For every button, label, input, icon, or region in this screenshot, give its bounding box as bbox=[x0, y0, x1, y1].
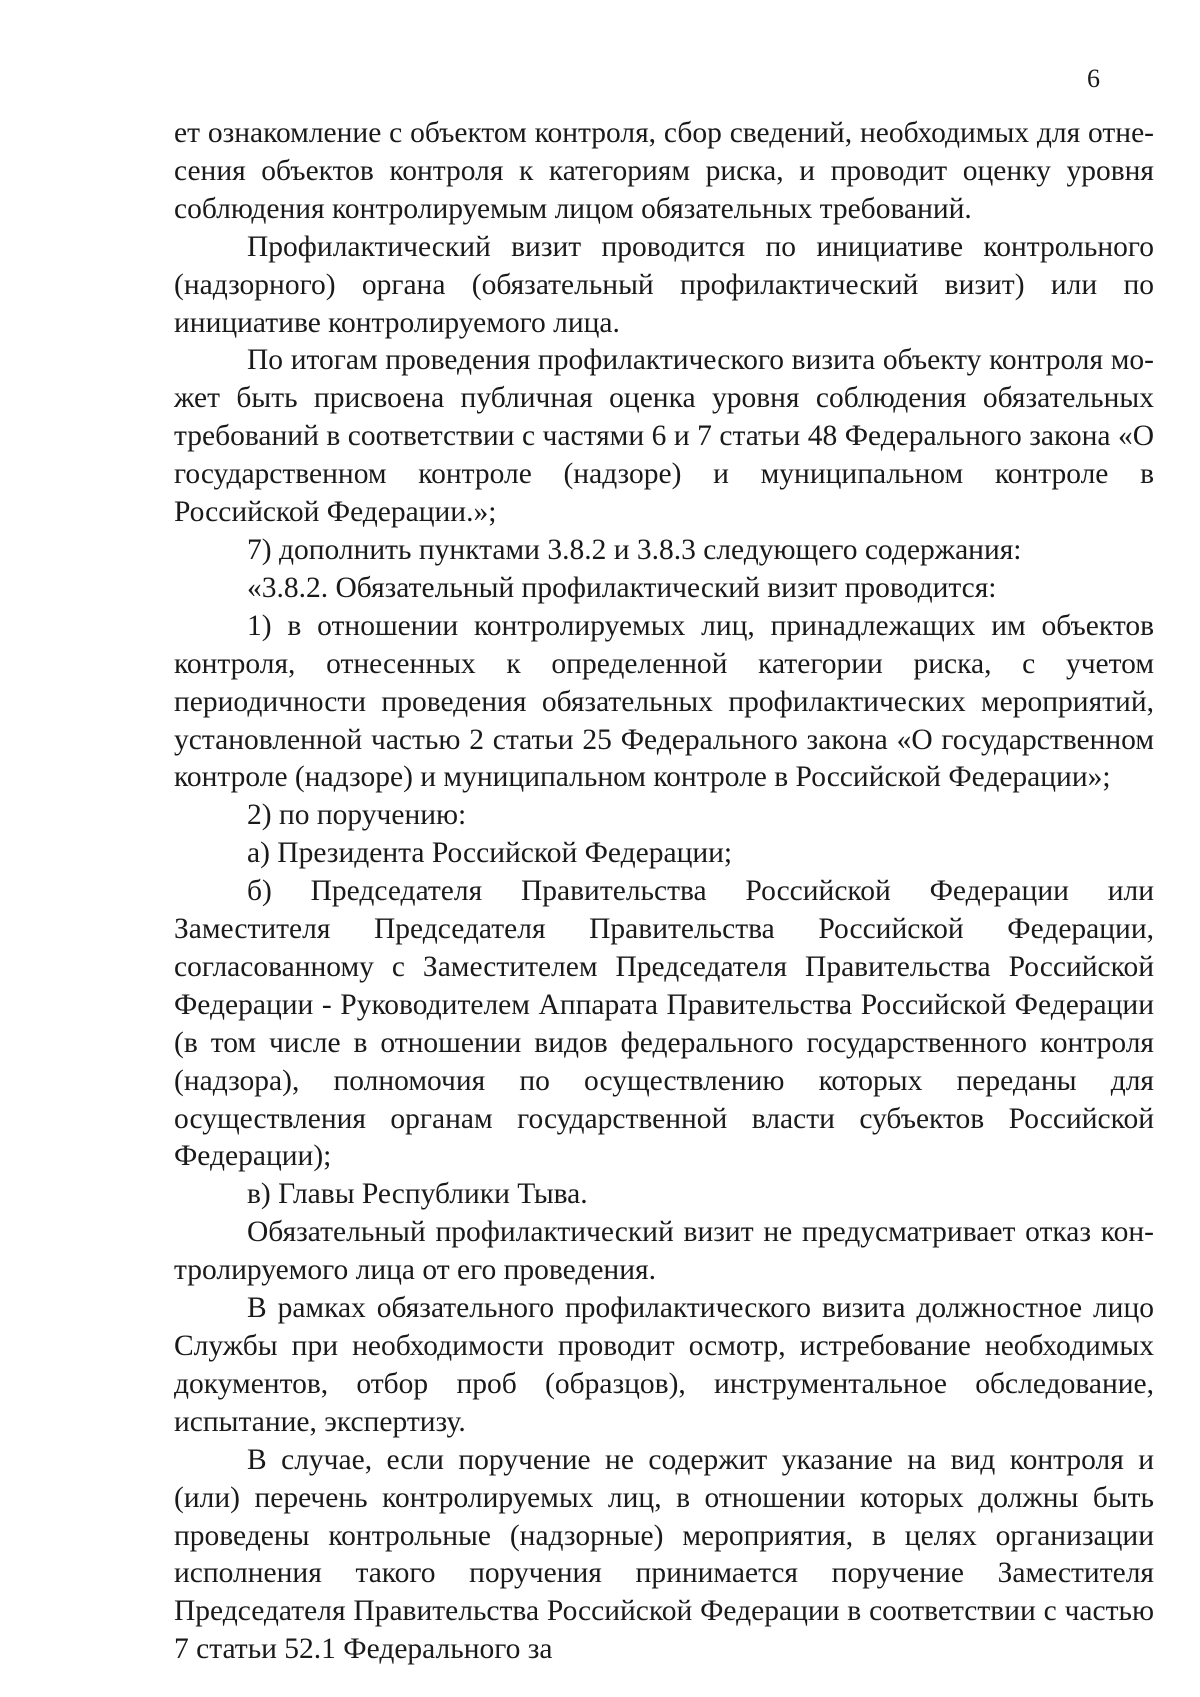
paragraph: 2) по поручению: bbox=[247, 799, 467, 832]
paragraph: В случае, если поручение не содержит указание на вид контроля и (или) перечень контролируемых лиц, в отношении которых должны быть проведены контрольные (надзорные) мероприятия, в целях организации исполнения такого поручения принимается поручение Заместителя Председателя Правительства Российской Федерации в соответствии с частью 7 статьи 52.1 Федерального за bbox=[174, 1443, 1154, 1666]
paragraph: «3.8.2. Обязательный профилактический визит проводится: bbox=[247, 571, 997, 604]
paragraph: Профилактический визит проводится по инициативе контрольного (надзорного) органа (обязательный профилактический визит) или по инициативе контролируемого лица. bbox=[174, 230, 1154, 339]
paragraph: 1) в отношении контролируемых лиц, принадлежащих им объектов контроля, отнесенных к определенной категории риска, с учетом периодичности проведения обязательных профилактических мероприятий, установленной частью 2 статьи 25 Федерального закона «О государственном контроле (надзоре) и муниципальном контроле в Российской Федерации»; bbox=[174, 609, 1154, 794]
page-number: 6 bbox=[1087, 64, 1100, 93]
paragraph: а) Президента Российской Федерации; bbox=[247, 837, 733, 870]
document-body bbox=[174, 115, 1154, 1669]
paragraph: б) Председателя Правительства Российской Федерации или Заместителя Председателя Правительства Российской Федерации, согласованному с Заместителем Председателя Правительства Российской Федерации - Руководителем Аппарата Правительства Российской Федерации (в том числе в отношении видов федерального государственного контроля (надзора), полномочия по осуществлению которых переданы для осуществления органам государственной власти субъектов Российской Федерации); bbox=[174, 875, 1154, 1173]
paragraph: в) Главы Республики Тыва. bbox=[247, 1178, 588, 1211]
paragraph: В рамках обязательного профилактического визита должностное лицо Службы при необходимости проводит осмотр, истребование необходимых документов, отбор проб (образцов), инструментальное обследование, испытание, экспертизу. bbox=[174, 1292, 1154, 1438]
paragraph: Обязательный профилактический визит не предусматривает отказ контролируемого лица от его проведения. bbox=[174, 1216, 1154, 1287]
paragraph: По итогам проведения профилактического визита объекту контроля может быть присвоена публичная оценка уровня соблюдения обязательных требований в соответствии с частями 6 и 7 статьи 48 Федерального закона «О государственном контроле (надзоре) и муниципальном контроле в Российской Федерации.»; bbox=[174, 344, 1154, 529]
paragraph: ет ознакомление с объектом контроля, сбор сведений, необходимых для отнесения объектов контроля к категориям риска, и проводит оценку уровня соблюдения контролируемым лицом обязательных требований. bbox=[174, 117, 1154, 225]
paragraph: 7) дополнить пунктами 3.8.2 и 3.8.3 следующего содержания: bbox=[247, 533, 1022, 566]
